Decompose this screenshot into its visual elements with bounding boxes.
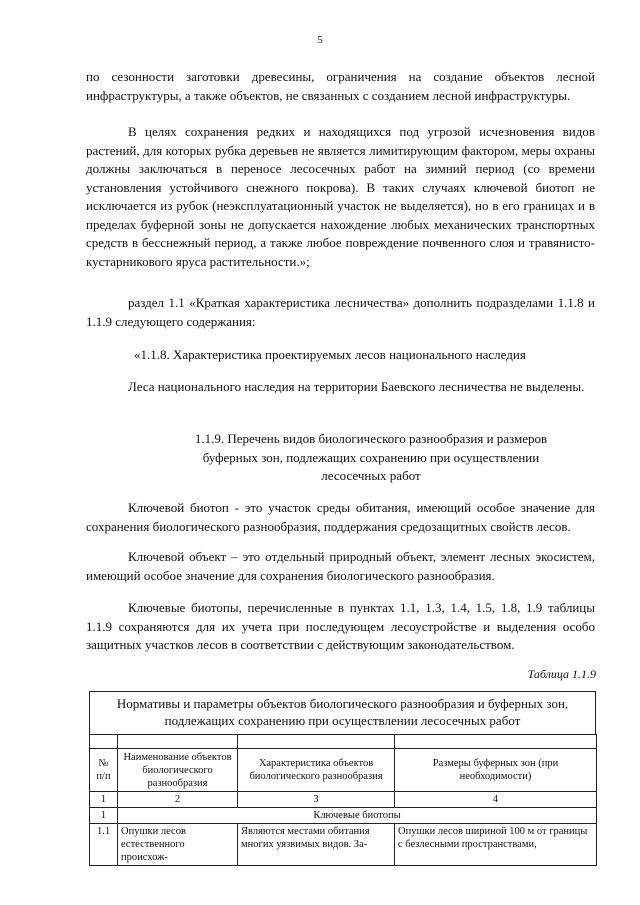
section-number: 1 — [90, 808, 118, 824]
paragraph-4: Леса национального наследия на территории Баевского лесничества не выделены. — [128, 379, 585, 394]
paragraph-6: Ключевой объект – это отдельный природный объект, элемент лесных экосистем, имеющий особое значение для сохранения биологического разнообразия. — [86, 549, 595, 583]
row-number: 1.1 — [90, 824, 118, 866]
row-characteristic: Являются местами обитания многих уязвимых видов. За- — [238, 824, 395, 866]
section-label: Ключевые биотопы — [118, 808, 597, 824]
header-buffer-size: Размеры буферных зон (при необходимости) — [395, 749, 597, 792]
table-1-1-9 — [89, 691, 596, 866]
header-num: № п/п — [90, 749, 118, 792]
paragraph-7: Ключевые биотопы, перечисленные в пунктах 1.1, 1.3, 1.4, 1.5, 1.8, 1.9 таблицы 1.1.9 сохраняются для их учета при последующем лесоустройстве и выделения особо защитных участков лесов в соответствии с действующим законодательством. — [86, 600, 595, 652]
subsection-heading-1-1-8: «1.1.8. Характеристика проектируемых лесов национального наследия — [134, 347, 526, 362]
page-number: 5 — [317, 34, 323, 46]
table-grid — [89, 734, 597, 866]
header-characteristic: Характеристика объектов биологического разнообразия — [238, 749, 395, 792]
column-number: 3 — [238, 792, 395, 808]
table-section-row — [90, 808, 597, 824]
column-number: 2 — [118, 792, 238, 808]
paragraph-5: Ключевой биотоп - это участок среды обитания, имеющий особое значение для сохранения биологического разнообразия, поддержания средозащитных свойств лесов. — [86, 500, 595, 534]
subsection-heading-1-1-9: 1.1.9. Перечень видов биологического разнообразия и размеров буферных зон, подлежащих сохранению при осуществлении лесосечных работ — [194, 431, 548, 483]
column-number: 1 — [90, 792, 118, 808]
table-header-row — [90, 749, 597, 792]
table-spacer-row — [90, 735, 597, 749]
row-object-name: Опушки лесов естественного происхож- — [118, 824, 238, 866]
table-title: Нормативы и параметры объектов биологического разнообразия и буферных зон, подлежащих сохранению при осуществлении лесосечных работ — [89, 691, 596, 734]
paragraph-1: по сезонности заготовки древесины, ограничения на создание объектов лесной инфраструктуры, а также объектов, не связанных с созданием лесной инфраструктуры. — [86, 69, 595, 103]
table-row — [90, 824, 597, 866]
header-name: Наименование объектов биологического разнообразия — [118, 749, 238, 792]
paragraph-2: В целях сохранения редких и находящихся под угрозой исчезновения видов растений, для которых рубка деревьев не является лимитирующим фактором, меры охраны должны заключаться в переносе лесосечных работ на зимний период (со времени установления устойчивого снежного покрова). В таких случаях ключевой биотоп не исключается из рубок (неэксплуатационный участок не выделяется), но в его границах и в пределах буферной зоны не допускается нахождение любых механических транспортных средств в бесснежный период, а также любое повреждение почвенного слоя и травянисто-кустарникового яруса растительности.»; — [86, 124, 595, 269]
column-number: 4 — [395, 792, 597, 808]
table-caption: Таблица 1.1.9 — [527, 667, 596, 681]
row-buffer-size: Опушки лесов шириной 100 м от границы с безлесными пространствами, — [395, 824, 597, 866]
paragraph-3: раздел 1.1 «Краткая характеристика лесничества» дополнить подразделами 1.1.8 и 1.1.9 следующего содержания: — [86, 295, 595, 329]
table-column-numbers-row — [90, 792, 597, 808]
